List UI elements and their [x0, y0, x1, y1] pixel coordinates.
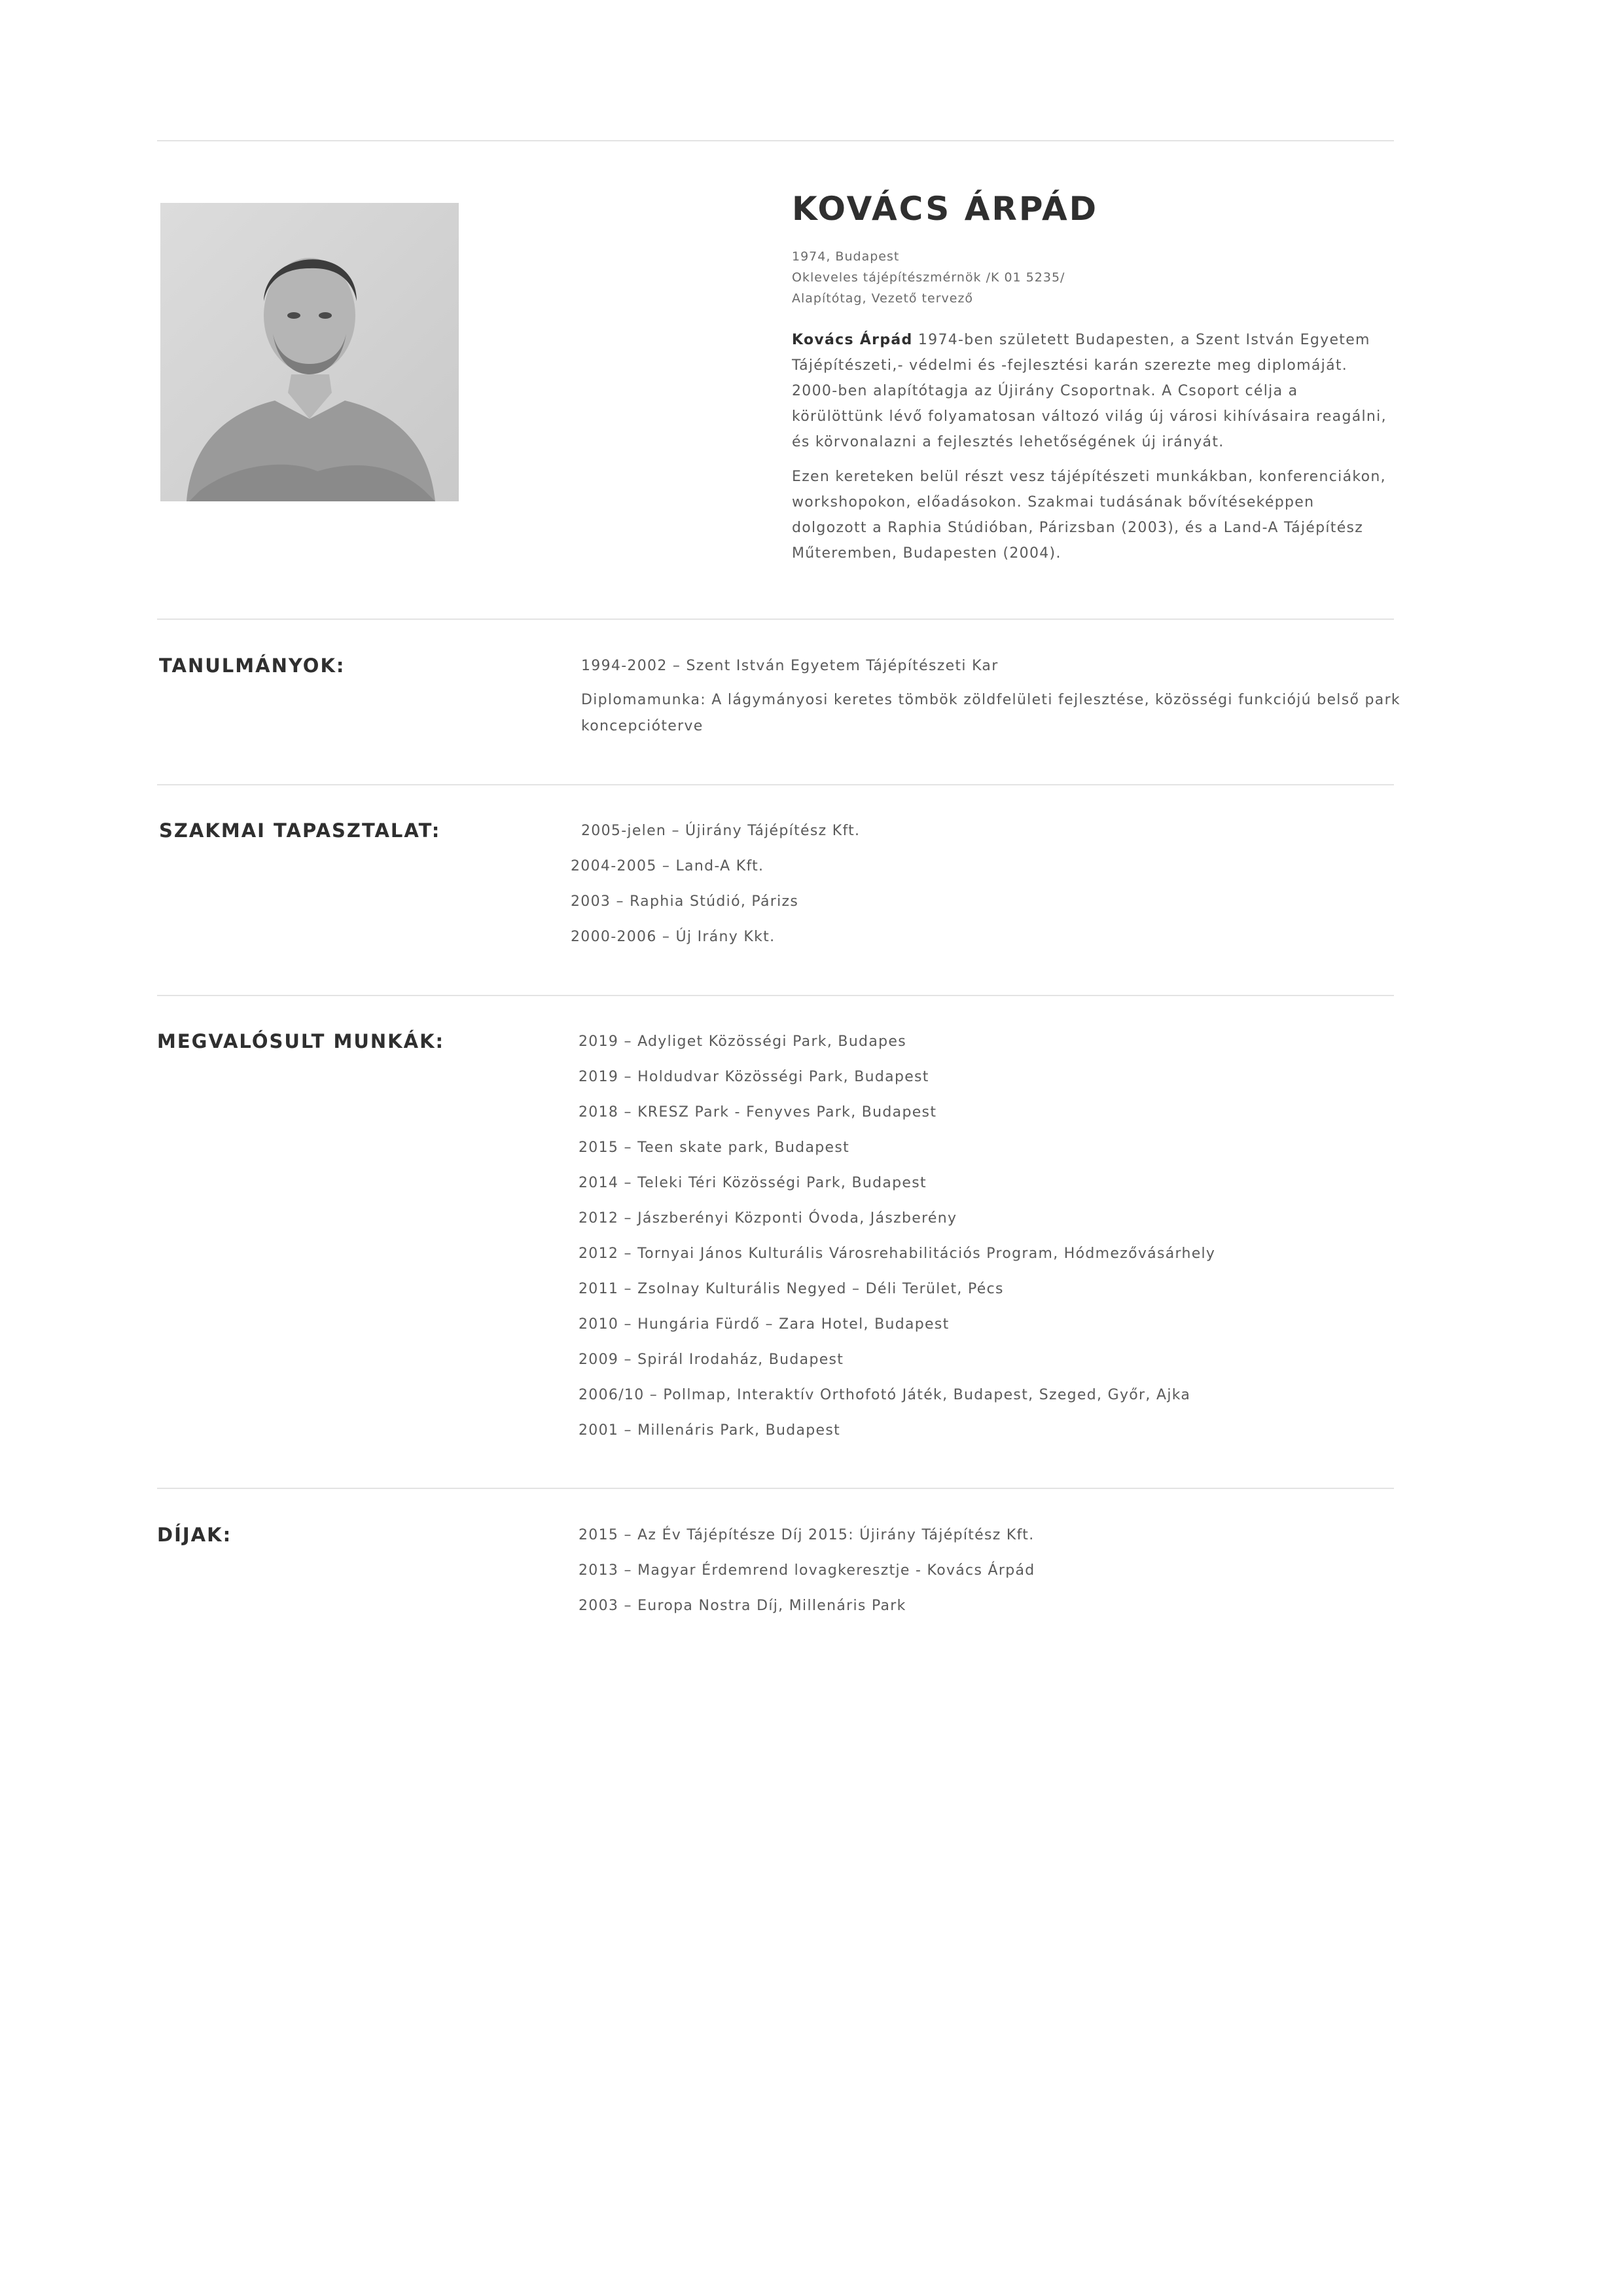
- divider-education: [157, 619, 1394, 620]
- list-item: 2001 – Millenáris Park, Budapest: [579, 1422, 841, 1439]
- divider-works: [157, 995, 1394, 996]
- divider-awards: [157, 1488, 1394, 1489]
- list-item: 1994-2002 – Szent István Egyetem Tájépítészeti Kar: [581, 658, 999, 674]
- bio-paragraph-1: [792, 327, 1387, 455]
- list-item: 2013 – Magyar Érdemrend lovagkeresztje - Kovács Árpád: [579, 1562, 1035, 1579]
- person-meta: [792, 246, 1065, 309]
- divider-experience: [157, 784, 1394, 785]
- list-item: 2012 – Tornyai János Kulturális Városrehabilitációs Program, Hódmezővásárhely: [579, 1246, 1216, 1262]
- biography: [792, 327, 1387, 575]
- portrait-illustration: [160, 203, 459, 501]
- bio-text-1: 1974-ben született Budapesten, a Szent István Egyetem Tájépítészeti,- védelmi és -fejlesztési karán szerezte meg diplomáját. 2000-ben alapítótagja az Újirány Csoportnak. A Csoport célja a körülöttünk lévő folyamatosan változó világ új városi kihívásaira reagálni, és körvonalazni a fejlesztés lehetőségének új irányát.: [792, 332, 1387, 450]
- section-title-awards: DÍJAK:: [157, 1524, 232, 1546]
- portrait-photo: [160, 203, 459, 501]
- list-item: 2019 – Adyliget Közösségi Park, Budapes: [579, 1033, 906, 1050]
- birth-info: 1974, Budapest: [792, 249, 900, 264]
- section-title-education: TANULMÁNYOK:: [159, 655, 346, 677]
- list-item: 2018 – KRESZ Park - Fenyves Park, Budapest: [579, 1104, 937, 1121]
- role: Alapítótag, Vezető tervező: [792, 291, 974, 306]
- list-item: koncepcióterve: [581, 718, 704, 734]
- list-item: 2019 – Holdudvar Közösségi Park, Budapest: [579, 1069, 929, 1085]
- person-name: KOVÁCS ÁRPÁD: [792, 190, 1099, 228]
- list-item: 2000-2006 – Új Irány Kkt.: [571, 929, 776, 945]
- list-item: Diplomamunka: A lágymányosi keretes tömbök zöldfelületi fejlesztése, közösségi funkciójú belső park: [581, 692, 1400, 708]
- list-item: 2015 – Az Év Tájépítésze Díj 2015: Újirány Tájépítész Kft.: [579, 1527, 1035, 1543]
- top-divider: [157, 140, 1394, 141]
- list-item: 2015 – Teen skate park, Budapest: [579, 1139, 850, 1156]
- section-title-works: MEGVALÓSULT MUNKÁK:: [157, 1030, 445, 1052]
- list-item: 2012 – Jászberényi Központi Óvoda, Jászberény: [579, 1210, 957, 1227]
- list-item: 2003 – Raphia Stúdió, Párizs: [571, 893, 799, 910]
- list-item: 2014 – Teleki Téri Közösségi Park, Budapest: [579, 1175, 927, 1191]
- list-item: 2006/10 – Pollmap, Interaktív Orthofotó Játék, Budapest, Szeged, Győr, Ajka: [579, 1387, 1191, 1403]
- list-item: 2011 – Zsolnay Kulturális Negyed – Déli Terület, Pécs: [579, 1281, 1004, 1297]
- list-item: 2009 – Spirál Irodaház, Budapest: [579, 1352, 844, 1368]
- list-item: 2003 – Europa Nostra Díj, Millenáris Park: [579, 1598, 906, 1614]
- qualification: Okleveles tájépítészmérnök /K 01 5235/: [792, 270, 1065, 285]
- list-item: 2005-jelen – Újirány Tájépítész Kft.: [581, 823, 861, 839]
- list-item: 2010 – Hungária Fürdő – Zara Hotel, Budapest: [579, 1316, 950, 1333]
- list-item: 2004-2005 – Land-A Kft.: [571, 858, 764, 874]
- bio-paragraph-2: Ezen kereteken belül részt vesz tájépítészeti munkákban, konferenciákon, workshopokon, előadásokon. Szakmai tudásának bővítéseképpen dolgozott a Raphia Stúdióban, Párizsban (2003), és a Land-A Tájépítész Műteremben, Budapesten (2004).: [792, 469, 1386, 562]
- bio-name: Kovács Árpád: [792, 332, 913, 348]
- section-title-experience: SZAKMAI TAPASZTALAT:: [159, 819, 441, 842]
